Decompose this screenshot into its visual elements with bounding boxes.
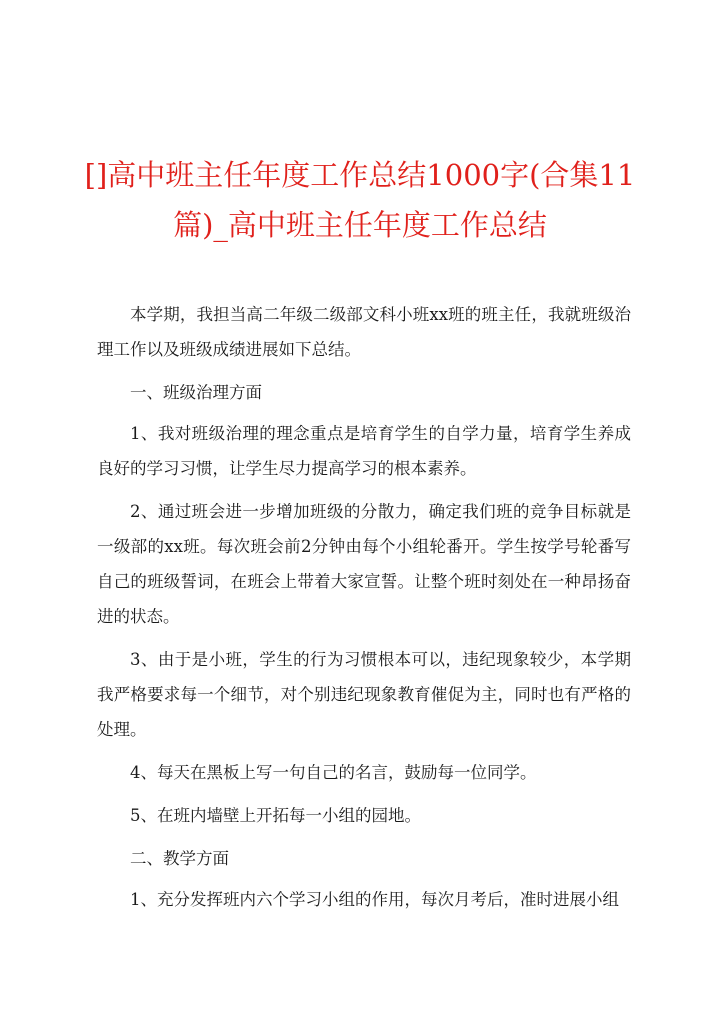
paragraph-item-1: 1、我对班级治理的理念重点是培育学生的自学力量，培育学生养成良好的学习习惯，让学生尽力提高学习的根本素养。	[97, 424, 631, 478]
paragraph-item-4: 4、每天在黑板上写一句自己的名言，鼓励每一位同学。	[130, 763, 537, 782]
paragraph-item-3: 3、由于是小班，学生的行为习惯根本可以，违纪现象较少，本学期我严格要求每一个细节，对个别违纪现象教育催促为主，同时也有严格的处理。	[97, 650, 631, 739]
section-heading-class-management: 一、班级治理方面	[130, 383, 262, 402]
paragraph-item-2: 2、通过班会进一步增加班级的分散力，确定我们班的竞争目标就是一级部的xx班。每次班会前2分钟由每个小组轮番开。学生按学号轮番写自己的班级誓词，在班会上带着大家宣誓。让整个班时刻处在一种昂扬奋进的状态。	[97, 502, 631, 626]
paragraph-item-5: 5、在班内墙壁上开拓每一小组的园地。	[130, 806, 421, 825]
document-body	[97, 297, 631, 925]
paragraph-teaching-item-1: 1、充分发挥班内六个学习小组的作用，每次月考后，准时进展小组	[130, 890, 619, 909]
paragraph-intro: 本学期，我担当高二年级二级部文科小班xx班的班主任，我就班级治理工作以及班级成绩进展如下总结。	[97, 305, 631, 359]
section-heading-teaching: 二、教学方面	[130, 849, 229, 868]
document-title: []高中班主任年度工作总结1000字(合集11篇)_高中班主任年度工作总结	[84, 158, 636, 242]
